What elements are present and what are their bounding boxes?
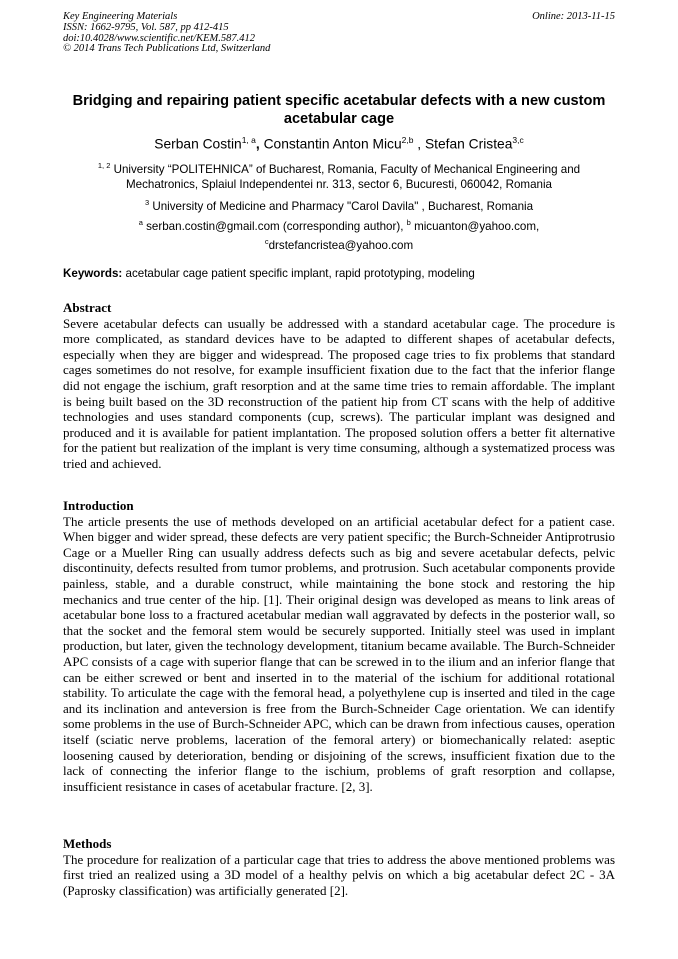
author-separator: , [413,136,425,152]
author-separator: , [255,136,264,152]
doi-line: doi:10.4028/www.scientific.net/KEM.587.412 [63,32,255,44]
affiliation-sup: 3 [144,198,150,207]
methods-section [63,836,615,898]
email-a: serban.costin@gmail.com (corresponding author), [146,219,404,233]
author-name: Constantin Anton Micu [263,136,402,152]
affiliation-1 [63,159,615,192]
email-c: drstefancristea@yahoo.com [268,238,414,252]
abstract-text: Severe acetabular defects can usually be addressed with a standard acetabular cage. The procedure is more complicated, as standard devices have to be adapted to different shapes of acetabular defects, especially when they are bigger and widespread. The proposed cage tries to fix problems that standard cages sometimes do not resolve, for example insufficient fixation due to the fact that the inferior flange did not engage the ischium, graft resorption and at the same time tries to remain affordable. The implant is being built based on the 3D reconstruction of the patient hip from CT scans with the help of additive technologies and uses standard components (cup, screws). The particular implant was designed and produced and it is available for patient implantation. The proposed solution offers a better fit alternative for the patient but realization of the implant is very time consuming, although a systematized process was tried and achieved. [63,315,615,471]
author-sup: 2,b [401,135,414,145]
abstract-heading: Abstract [63,300,112,315]
introduction-heading: Introduction [63,498,134,513]
affiliation-sup: 1, 2 [97,161,111,170]
author-emails [63,216,615,253]
journal-name: Key Engineering Materials [63,11,178,22]
keywords-label: Keywords: [63,267,123,280]
email-sup: c [264,236,269,246]
abstract-section [63,300,615,472]
email-b: micuanton@yahoo.com, [414,219,540,233]
keywords-text: acetabular cage patient specific implant, rapid prototyping, modeling [125,267,475,280]
introduction-section [63,498,615,794]
email-sup: a [138,218,143,227]
methods-heading: Methods [63,836,112,851]
affiliation-text: University of Medicine and Pharmacy "Carol Davila" , Bucharest, Romania [152,199,534,213]
author-sup: 3,c [512,135,524,145]
journal-header [63,12,270,55]
methods-text: The procedure for realization of a particular cage that tries to address the above mentioned problems was first tried an realized using a 3D model of a healthy pelvis on which a big acetabular defect 2C - 3A (Paprosky classification) was artificially generated [2]. [63,851,615,898]
issn-line: ISSN: 1662-9795, Vol. 587, pp 412-415 [63,21,229,33]
copyright-line: © 2014 Trans Tech Publications Ltd, Switzerland [63,43,271,55]
affiliation-2 [63,196,615,215]
paper-title: Bridging and repairing patient specific acetabular defects with a new custom acetabular cage [72,93,606,127]
author-name: Serban Costin [154,136,242,152]
author-sup: 1, a [241,135,256,145]
keywords [63,267,615,281]
author-name: Stefan Cristea [424,136,513,152]
author-list [40,131,638,154]
affiliation-text: University “POLITEHNICA” of Bucharest, Romania, Faculty of Mechanical Engineering and Mechatronics, Splaiul Independentei nr. 313, sector 6, Bucuresti, 060042, Romania [113,162,581,191]
online-date: Online: 2013-11-15 [532,11,615,22]
introduction-text: The article presents the use of methods developed on an artificial acetabular defect for a patient case. When bigger and wider spread, these defects are very patient specific; the Burch-Schneider Antiprotrusio Cage or a Mueller Ring can usually address defects such as big and severe acetabular defects, pelvic discontinuity, defects resulted from tumor problems, and protrusion. Such acetabular components provide painless, stable, and a durable construct, while maintaining the bone stock and restoring the hip mechanics and true center of the hip. [1]. Their original design was developed as means to link areas of acetabular bone loss to a fractured acetabular median wall aggravated by defects in the posterior wall, so that the socket and the femoral stem would be securely supported. Initially steel was used in implant production, but later, given the technology development, titanium became available. The Burch-Schneider APC consists of a cage with superior flange that can be screwed in to the ilium and an inferior flange that can be either screwed or bent and inserted in to the material of the ischium for additional rotational stability. To articulate the cage with the femoral head, a polyethylene cup is inserted and tiled in the cage and its inclination and anteversion is free from the Burch-Schneider Cage orientation. We can identify some problems in the use of Burch-Schneider APC, which can be drawn from infectious causes, operation itself (sciatic nerve problems, laceration of the femoral artery) or biomechanically related: aseptic loosening caused by deterioration, bending or disjoining of the screws, insufficient fixation due to the lack of connecting the inferior flange to the ischium, problems of graft resorption and collapse, insufficient resistance in cases of acetabular fracture. [2, 3]. [63,513,615,794]
email-sup: b [406,218,411,227]
